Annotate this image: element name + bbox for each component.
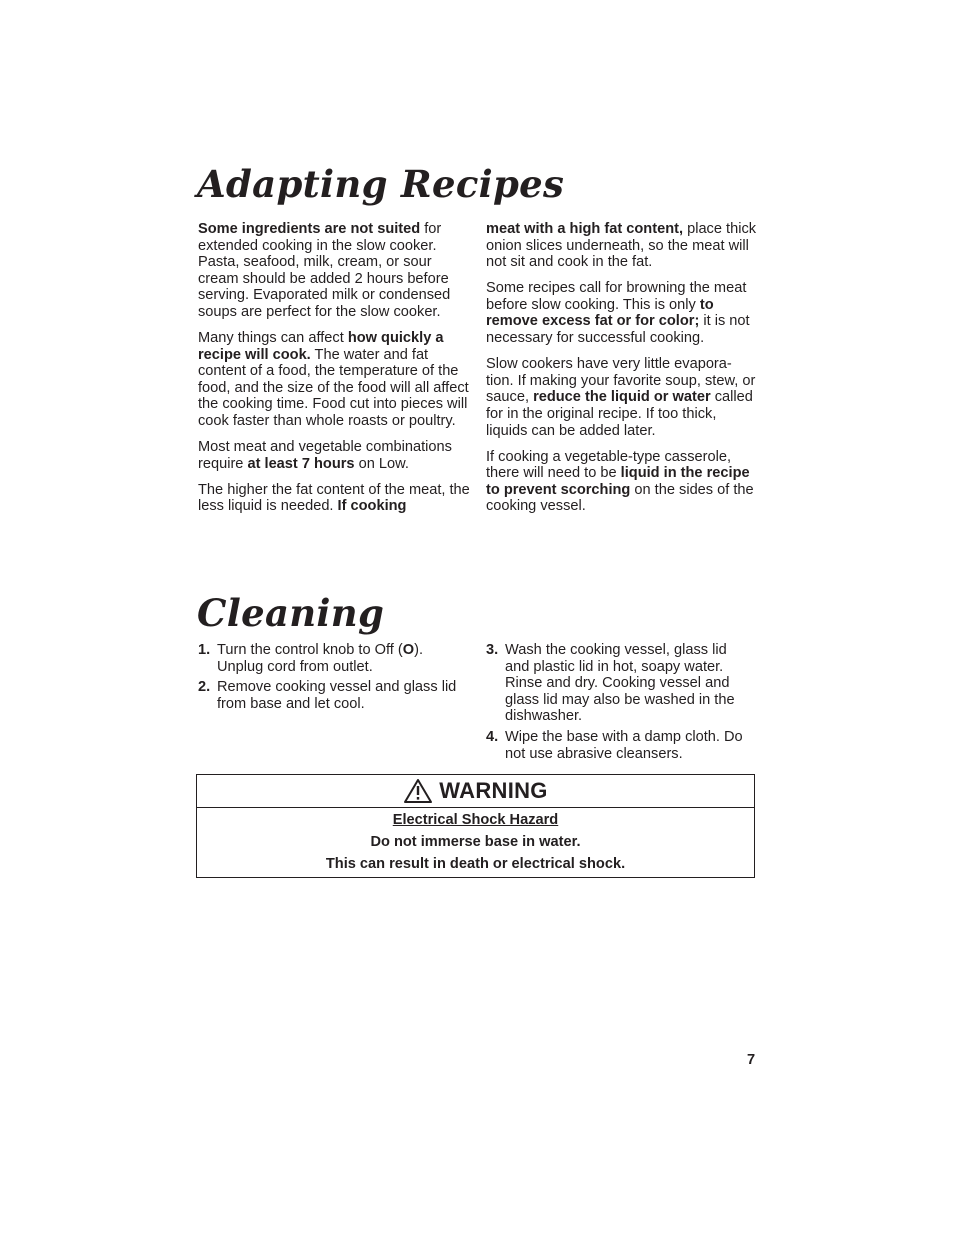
paragraph: The higher the fat content of the meat, the less liquid is needed. If cooking — [198, 481, 470, 515]
step-text: Remove cooking vessel and glass lid from base and let cool. — [217, 679, 457, 712]
step-number: 1. — [198, 642, 211, 658]
step-text: Turn the control knob to Off (O). Unplug cord from outlet. — [217, 642, 424, 675]
list-item — [486, 729, 748, 762]
paragraph: Slow cookers have very little evapora-tion. If making your favorite soup, stew, or sauce, reduce the liquid or water called for in the original recipe. If too thick, liquids can be added later. — [486, 356, 756, 439]
section-title-cleaning: Cleaning — [197, 591, 385, 635]
off-symbol: O — [402, 642, 415, 658]
list-item — [198, 679, 470, 712]
step-text: Wash the cooking vessel, glass lid and plastic lid in hot, soapy water. Rinse and dry. Cooking vessel and glass lid may also be washed in the dishwasher. — [505, 642, 735, 725]
warning-triangle-icon — [403, 778, 433, 804]
paragraph: Many things can affect how quickly a recipe will cook. The water and fat content of a food, the temperature of the food, and the size of the food will all affect the cooking time. Food cut into pieces will cook faster than whole roasts or poultry. — [198, 330, 469, 430]
list-item — [486, 642, 748, 725]
cleaning-left-column — [198, 642, 470, 716]
step-number: 4. — [486, 728, 499, 745]
page-number: 7 — [747, 1052, 756, 1068]
paragraph: Most meat and vegetable combinations require at least 7 hours on Low. — [198, 439, 452, 472]
paragraph: Some ingredients are not suited for extended cooking in the slow cooker. Pasta, seafood, milk, cream, or sour cream should be added 2 hours before serving. Evaporated milk or condensed soups are perfect for the slow cooker. — [198, 221, 451, 320]
warning-box — [196, 774, 755, 878]
warning-title: WARNING — [439, 778, 548, 803]
section-title-adapting-recipes: Adapting Recipes — [197, 162, 565, 206]
warning-line-1: Do not immerse base in water. — [370, 834, 581, 850]
paragraph: If cooking a vegetable-type casserole, there will need to be liquid in the recipe to prevent scorching on the sides of the cooking vessel. — [486, 448, 754, 515]
paragraph: meat with a high fat content, place thick onion slices underneath, so the meat will not sit and cook in the fat. — [486, 221, 757, 271]
warning-hazard: Electrical Shock Hazard — [392, 812, 559, 828]
step-text: Wipe the base with a damp cloth. Do not use abrasive cleansers. — [505, 728, 743, 762]
cleaning-right-column — [486, 642, 748, 766]
warning-line-2: This can result in death or electrical shock. — [325, 856, 626, 872]
step-number: 2. — [198, 679, 211, 696]
warning-header — [197, 775, 754, 808]
list-item — [198, 642, 470, 675]
step-number: 3. — [486, 642, 499, 658]
adapting-right-column — [486, 221, 758, 525]
paragraph: Some recipes call for browning the meat before slow cooking. This is only to remove excess fat or for color; it is not necessary for successful cooking. — [486, 280, 750, 347]
cleaning-steps-left — [198, 642, 470, 712]
adapting-left-column — [198, 221, 470, 525]
cleaning-steps-right — [486, 642, 748, 762]
